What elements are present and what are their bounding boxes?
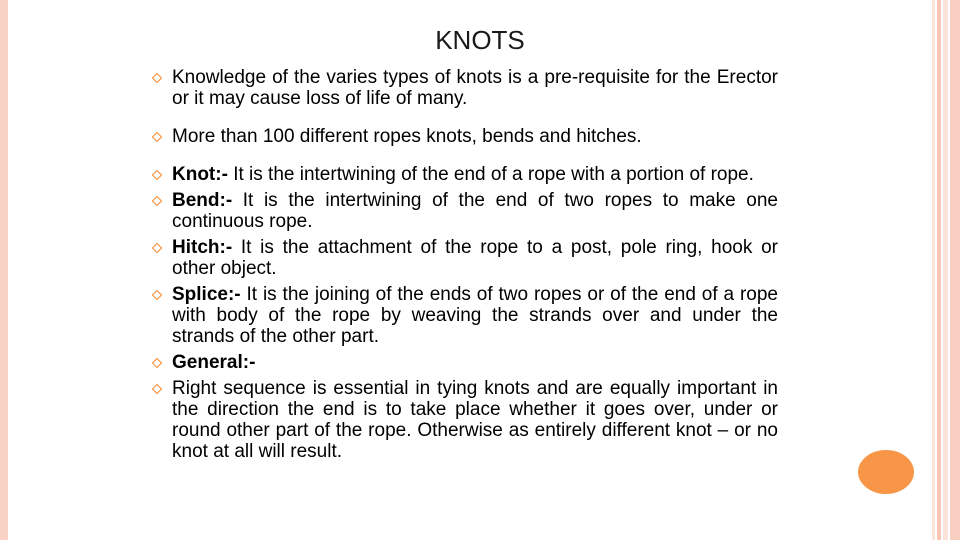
bullet-lead: Knot:- [172, 164, 228, 185]
bullet-item [152, 67, 778, 109]
diamond-outline-icon [152, 73, 162, 83]
left-frame-border [0, 0, 8, 540]
bullet-item [152, 190, 778, 232]
bullet-list [152, 67, 778, 462]
bullet-text: More than 100 different ropes knots, bends and hitches. [172, 126, 642, 147]
bullet-item [152, 164, 778, 185]
bullet-text: It is the intertwining of the end of a rope with a portion of rope. [227, 164, 754, 185]
top-frame-border [8, 0, 932, 6]
diamond-outline-icon [152, 196, 162, 206]
bullet-item [152, 126, 778, 147]
bullet-text: It is the attachment of the rope to a post, pole ring, hook or other object. [172, 237, 778, 279]
diamond-outline-icon [152, 132, 162, 142]
bullet-text: Right sequence is essential in tying knots and are equally important in the direction the end is to take place whether it goes over, under or round other part of the rope. Otherwise as entirely different knot – or no knot at all will result. [172, 378, 778, 462]
bullet-lead: General:- [172, 352, 256, 373]
bullet-item [152, 284, 778, 347]
orange-circle-decoration [858, 450, 914, 494]
diamond-outline-icon [152, 170, 162, 180]
slide-title: KNOTS [435, 25, 525, 55]
bullet-item [152, 237, 778, 279]
bullet-item [152, 378, 778, 462]
diamond-outline-icon [152, 384, 162, 394]
diamond-outline-icon [152, 243, 162, 253]
diamond-outline-icon [152, 290, 162, 300]
bullet-text: It is the joining of the ends of two ropes or of the end of a rope with body of the rope by weaving the strands over and under the strands of the other part. [172, 284, 778, 347]
bullet-lead: Splice:- [172, 284, 241, 305]
bullet-text: It is the intertwining of the end of two ropes to make one continuous rope. [172, 190, 778, 232]
right-frame-stripes [932, 0, 960, 540]
bullet-item [152, 352, 778, 373]
bullet-lead: Hitch:- [172, 237, 233, 258]
diamond-outline-icon [152, 358, 162, 368]
bullet-text: Knowledge of the varies types of knots is a pre-requisite for the Erector or it may cause loss of life of many. [172, 67, 778, 109]
bullet-lead: Bend:- [172, 190, 233, 211]
